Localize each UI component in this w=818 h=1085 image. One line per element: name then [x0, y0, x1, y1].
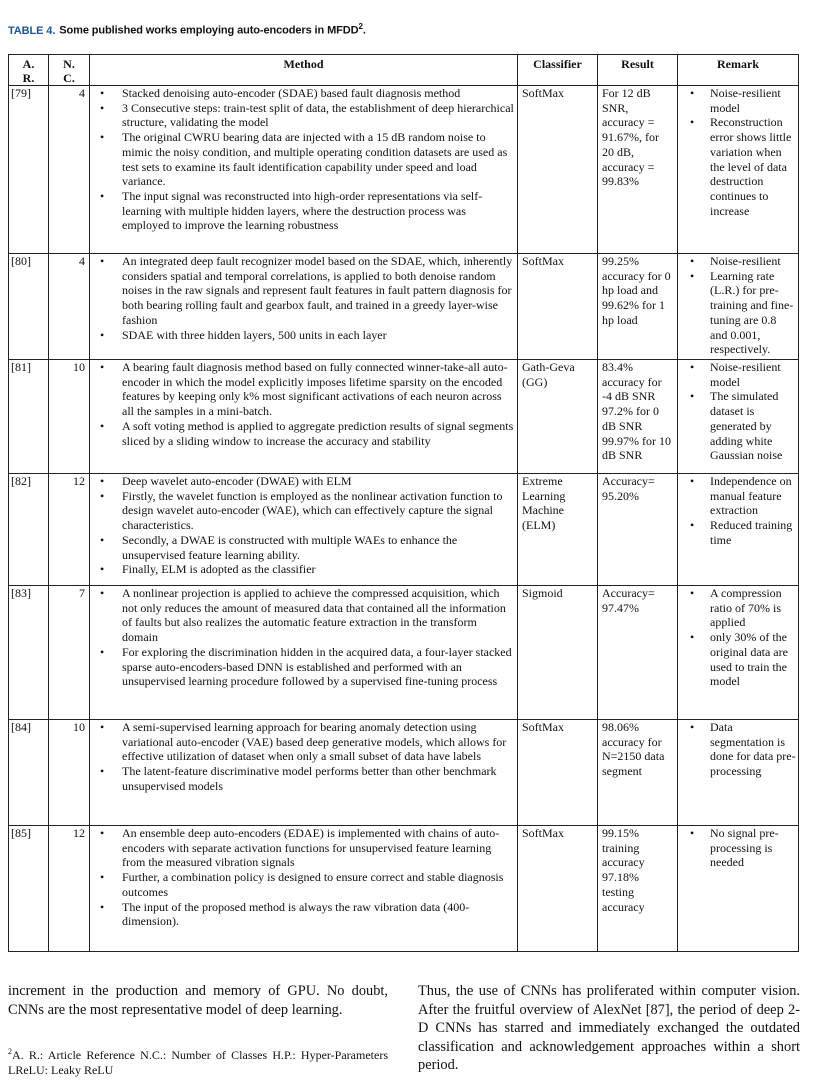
- table-caption-text: Some published works employing auto-encoders in MFDD: [59, 24, 359, 37]
- method-bullet: • The original CWRU bearing data are injected with a 15 dB random noise to mimic the noisy condition, and multiple operating condition datasets are used as test sets to examine its fault identification capability under speed and load variance.: [92, 130, 515, 189]
- method-cell: [90, 474, 518, 586]
- table-row: [9, 474, 799, 586]
- table-row: [9, 254, 799, 360]
- number-of-classes-cell: 12: [49, 826, 90, 952]
- article-reference-cell: [79]: [9, 86, 49, 254]
- table-row: [9, 586, 799, 720]
- header-method: Method: [90, 55, 518, 86]
- result-cell: For 12 dB SNR, accuracy = 91.67%, for 20 dB, accuracy = 99.83%: [598, 86, 678, 254]
- method-bullet: • A bearing fault diagnosis method based on fully connected winner-take-all auto-encoder in which the model explicitly imposes lifetime sparsity on the encoded features by keeping only k% most significant activations of each neuron across all the samples in a mini-batch.: [92, 360, 515, 419]
- remark-bullet: • Reconstruction error shows little variation when the level of data destruction continues to increase: [680, 115, 796, 218]
- article-reference-cell: [85]: [9, 826, 49, 952]
- classifier-cell: Extreme Learning Machine (ELM): [518, 474, 598, 586]
- table-row: [9, 720, 799, 826]
- article-reference-cell: [82]: [9, 474, 49, 586]
- table-row: [9, 826, 799, 952]
- method-bullet: • Secondly, a DWAE is constructed with multiple WAEs to enhance the unsupervised feature learning ability.: [92, 533, 515, 562]
- number-of-classes-cell: 7: [49, 586, 90, 720]
- method-bullet: • The latent-feature discriminative model performs better than other benchmark unsupervised models: [92, 764, 515, 793]
- table-row: [9, 360, 799, 474]
- remark-bullet: • A compression ratio of 70% is applied: [680, 586, 796, 630]
- method-cell: [90, 586, 518, 720]
- method-bullet: • An integrated deep fault recognizer model based on the SDAE, which, inherently considers spatial and temporal correlations, is applied to both denoise random noises in the raw signals and represent fault features in fault pattern diagnosis for both bearing rolling fault and gearbox fault, and trained in a greedy layer-wise fashion: [92, 254, 515, 328]
- method-bullet: • Further, a combination policy is designed to ensure correct and stable diagnosis outcomes: [92, 870, 515, 899]
- remark-bullet: • Noise-resilient model: [680, 86, 796, 115]
- table-row: [9, 86, 799, 254]
- classifier-cell: SoftMax: [518, 826, 598, 952]
- method-bullet: • Deep wavelet auto-encoder (DWAE) with ELM: [92, 474, 515, 489]
- method-cell: [90, 86, 518, 254]
- remark-bullet: • Learning rate (L.R.) for pre-training and fine-tuning are 0.8 and 0.001, respectively.: [680, 269, 796, 357]
- method-cell: [90, 254, 518, 360]
- method-bullet: • 3 Consecutive steps: train-test split of data, the establishment of deep hierarchical structure, validating the model: [92, 101, 515, 130]
- classifier-cell: Gath-Geva (GG): [518, 360, 598, 474]
- classifier-cell: SoftMax: [518, 86, 598, 254]
- body-text-right: Thus, the use of CNNs has proliferated within computer vision. After the fruitful overview of AlexNet [87], the period of deep 2-D CNNs has starred and immediately exchanged the outdated classification and acknowledgement approaches within a short period.: [418, 983, 800, 1073]
- number-of-classes-cell: 4: [49, 86, 90, 254]
- remark-bullet: • Independence on manual feature extraction: [680, 474, 796, 518]
- classifier-cell: SoftMax: [518, 720, 598, 826]
- result-cell: Accuracy= 95.20%: [598, 474, 678, 586]
- number-of-classes-cell: 12: [49, 474, 90, 586]
- result-cell: 83.4% accuracy for -4 dB SNR 97.2% for 0 dB SNR 99.97% for 10 dB SNR: [598, 360, 678, 474]
- result-cell: 98.06% accuracy for N=2150 data segment: [598, 720, 678, 826]
- article-reference-cell: [83]: [9, 586, 49, 720]
- remark-bullet: • The simulated dataset is generated by adding white Gaussian noise: [680, 389, 796, 463]
- method-bullet: • Firstly, the wavelet function is employed as the nonlinear activation function to design wavelet auto-encoder (WAE), which can effectively capture the signal characteristics.: [92, 489, 515, 533]
- autoencoder-table: [8, 54, 799, 952]
- body-text-left: increment in the production and memory of GPU. No doubt, CNNs are the most representative model of deep learning.: [8, 983, 388, 1018]
- result-cell: 99.15% training accuracy 97.18% testing accuracy: [598, 826, 678, 952]
- result-cell: Accuracy= 97.47%: [598, 586, 678, 720]
- remark-cell: [678, 86, 799, 254]
- remark-bullet: • Noise-resilient: [680, 254, 796, 269]
- remark-bullet: • only 30% of the original data are used to train the model: [680, 630, 796, 689]
- remark-bullet: • No signal pre-processing is needed: [680, 826, 796, 870]
- method-cell: [90, 720, 518, 826]
- remark-cell: [678, 720, 799, 826]
- number-of-classes-cell: 4: [49, 254, 90, 360]
- caption-footnote-mark: 2: [358, 22, 363, 31]
- remark-bullet: • Noise-resilient model: [680, 360, 796, 389]
- table-caption: [8, 22, 366, 37]
- method-bullet: • The input signal was reconstructed into high-order representations via self-learning with multiple hidden layers, where the destruction process was employed to improve the learning robustness: [92, 189, 515, 233]
- remark-cell: [678, 586, 799, 720]
- table-header-row: [9, 55, 799, 86]
- header-ar: A. R.: [9, 55, 49, 86]
- header-remark: Remark: [678, 55, 799, 86]
- method-bullet: • The input of the proposed method is always the raw vibration data (400-dimension).: [92, 900, 515, 929]
- header-classifier: Classifier: [518, 55, 598, 86]
- number-of-classes-cell: 10: [49, 360, 90, 474]
- number-of-classes-cell: 10: [49, 720, 90, 826]
- method-bullet: • A semi-supervised learning approach for bearing anomaly detection using variational auto-encoder (VAE) based deep generative models, which allows for effective utilization of dataset when only a small subset of data have labels: [92, 720, 515, 764]
- method-bullet: • Finally, ELM is adopted as the classifier: [92, 562, 515, 577]
- remark-cell: [678, 254, 799, 360]
- table-label: TABLE 4.: [8, 24, 56, 37]
- classifier-cell: SoftMax: [518, 254, 598, 360]
- header-result: Result: [598, 55, 678, 86]
- method-bullet: • SDAE with three hidden layers, 500 units in each layer: [92, 328, 515, 343]
- method-bullet: • For exploring the discrimination hidden in the acquired data, a four-layer stacked sparse auto-encoders-based DNN is established and performed with an unsupervised learning procedure followed by a supervised fine-tuning process: [92, 645, 515, 689]
- method-cell: [90, 826, 518, 952]
- method-bullet: • A soft voting method is applied to aggregate prediction results of signal segments sliced by a sliding window to increase the accuracy and stability: [92, 419, 515, 448]
- article-reference-cell: [84]: [9, 720, 49, 826]
- footnote-text: A. R.: Article Reference N.C.: Number of Classes H.P.: Hyper-Parameters LReLU: Leaky ReLU: [8, 1048, 388, 1077]
- remark-bullet: • Data segmentation is done for data pre-processing: [680, 720, 796, 779]
- result-cell: 99.25% accuracy for 0 hp load and 99.62% for 1 hp load: [598, 254, 678, 360]
- remark-cell: [678, 360, 799, 474]
- classifier-cell: Sigmoid: [518, 586, 598, 720]
- header-nc: N. C.: [49, 55, 90, 86]
- method-bullet: • A nonlinear projection is applied to achieve the compressed acquisition, which not only reduces the amount of measured data that contained all the information of faults but also realizes the automatic feature extraction in the transform domain: [92, 586, 515, 645]
- article-reference-cell: [81]: [9, 360, 49, 474]
- method-cell: [90, 360, 518, 474]
- remark-cell: [678, 826, 799, 952]
- method-bullet: • An ensemble deep auto-encoders (EDAE) is implemented with chains of auto-encoders with separate activation functions for unsupervised feature learning from the measured vibration signals: [92, 826, 515, 870]
- footnote: [8, 1045, 388, 1077]
- method-bullet: • Stacked denoising auto-encoder (SDAE) based fault diagnosis method: [92, 86, 515, 101]
- article-reference-cell: [80]: [9, 254, 49, 360]
- caption-period: .: [362, 24, 366, 37]
- remark-cell: [678, 474, 799, 586]
- footnote-mark: 2: [8, 1047, 12, 1056]
- remark-bullet: • Reduced training time: [680, 518, 796, 547]
